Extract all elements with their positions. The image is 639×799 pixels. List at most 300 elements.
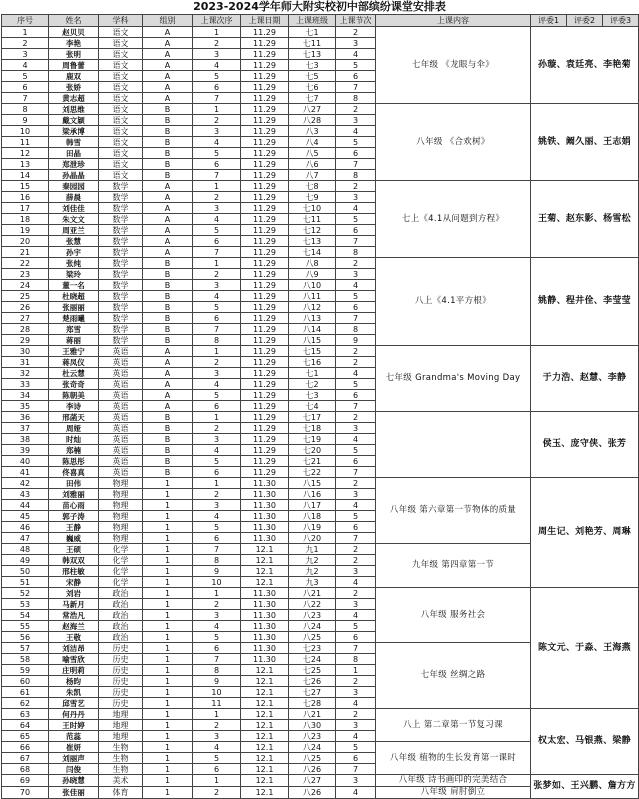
lesson-period-cell: 2 [336, 357, 376, 368]
class-name-cell: 七19 [289, 434, 336, 445]
class-name-cell: 九3 [289, 577, 336, 588]
class-name-cell: 七21 [289, 456, 336, 467]
teacher-name-cell: 蒋丽 [49, 335, 99, 346]
group-cell: 1 [143, 544, 193, 555]
group-cell: A [143, 214, 193, 225]
lesson-order-cell: 1 [193, 181, 241, 192]
class-name-cell: 八10 [289, 280, 336, 291]
teacher-name-cell: 张纯 [49, 258, 99, 269]
subject-cell: 化学 [99, 577, 143, 588]
teacher-name-cell: 李诗 [49, 401, 99, 412]
class-name-cell: 八26 [289, 764, 336, 775]
lesson-period-cell: 4 [336, 434, 376, 445]
row-number-cell: 13 [2, 159, 49, 170]
lesson-date-cell: 12.1 [241, 698, 289, 709]
group-cell: B [143, 137, 193, 148]
group-cell: 1 [143, 687, 193, 698]
lesson-date-cell: 11.29 [241, 181, 289, 192]
group-cell: B [143, 148, 193, 159]
row-number-cell: 65 [2, 731, 49, 742]
lesson-order-cell: 10 [193, 577, 241, 588]
subject-cell: 化学 [99, 566, 143, 577]
lesson-content-cell: 七年级 Grandma's Moving Day [376, 346, 531, 412]
class-name-cell: 八22 [289, 599, 336, 610]
table-row [2, 709, 639, 720]
lesson-order-cell: 4 [193, 742, 241, 753]
lesson-date-cell: 11.29 [241, 126, 289, 137]
lesson-order-cell: 1 [193, 258, 241, 269]
lesson-order-cell: 1 [193, 478, 241, 489]
class-name-cell: 八21 [289, 588, 336, 599]
subject-cell: 数学 [99, 225, 143, 236]
subject-cell: 物理 [99, 511, 143, 522]
lesson-order-cell: 2 [193, 599, 241, 610]
teacher-name-cell: 刘思维 [49, 104, 99, 115]
class-name-cell: 七15 [289, 346, 336, 357]
group-cell: B [143, 467, 193, 478]
lesson-content-cell: 七上《4.1从问题到方程》 [376, 181, 531, 258]
group-cell: B [143, 434, 193, 445]
lesson-period-cell: 3 [336, 192, 376, 203]
subject-cell: 历史 [99, 687, 143, 698]
lesson-period-cell: 3 [336, 38, 376, 49]
subject-cell: 数学 [99, 192, 143, 203]
row-number-cell: 48 [2, 544, 49, 555]
lesson-date-cell: 11.29 [241, 258, 289, 269]
lesson-date-cell: 11.30 [241, 621, 289, 632]
lesson-period-cell: 8 [336, 654, 376, 665]
group-cell: A [143, 368, 193, 379]
group-cell: 1 [143, 676, 193, 687]
class-name-cell: 七3 [289, 60, 336, 71]
group-cell: 1 [143, 753, 193, 764]
group-cell: B [143, 280, 193, 291]
lesson-order-cell: 4 [193, 214, 241, 225]
subject-cell: 政治 [99, 588, 143, 599]
teacher-name-cell: 张丽丽 [49, 302, 99, 313]
lesson-order-cell: 5 [193, 302, 241, 313]
class-name-cell: 八4 [289, 137, 336, 148]
lesson-period-cell: 7 [336, 467, 376, 478]
row-number-cell: 52 [2, 588, 49, 599]
row-number-cell: 40 [2, 456, 49, 467]
subject-cell: 化学 [99, 544, 143, 555]
row-number-cell: 59 [2, 665, 49, 676]
group-cell: 1 [143, 511, 193, 522]
subject-cell: 物理 [99, 500, 143, 511]
lesson-order-cell: 5 [193, 753, 241, 764]
teacher-name-cell: 常浩凡 [49, 610, 99, 621]
lesson-content-cell: 八年级 肩肘倒立 [376, 787, 531, 799]
teacher-name-cell: 楚雨曦 [49, 313, 99, 324]
row-number-cell: 1 [2, 27, 49, 38]
teacher-name-cell: 张明 [49, 49, 99, 60]
subject-cell: 英语 [99, 434, 143, 445]
group-cell: A [143, 390, 193, 401]
lesson-order-cell: 6 [193, 764, 241, 775]
subject-cell: 英语 [99, 390, 143, 401]
lesson-date-cell: 11.29 [241, 324, 289, 335]
group-cell: 1 [143, 787, 193, 799]
row-number-cell: 55 [2, 621, 49, 632]
subject-cell: 数学 [99, 258, 143, 269]
lesson-period-cell: 8 [336, 247, 376, 258]
lesson-period-cell: 9 [336, 335, 376, 346]
subject-cell: 数学 [99, 214, 143, 225]
lesson-period-cell: 3 [336, 687, 376, 698]
judges-cell: 张梦如、王兴鹏、詹方方 [531, 775, 639, 799]
lesson-date-cell: 11.29 [241, 390, 289, 401]
header-cell: 上课班级 [289, 15, 336, 27]
subject-cell: 数学 [99, 313, 143, 324]
lesson-period-cell: 2 [336, 676, 376, 687]
group-cell: A [143, 203, 193, 214]
lesson-period-cell: 8 [336, 324, 376, 335]
group-cell: 1 [143, 489, 193, 500]
lesson-period-cell: 4 [336, 731, 376, 742]
teacher-name-cell: 王静 [49, 522, 99, 533]
lesson-period-cell: 2 [336, 181, 376, 192]
row-number-cell: 6 [2, 82, 49, 93]
subject-cell: 语文 [99, 104, 143, 115]
group-cell: A [143, 181, 193, 192]
lesson-order-cell: 6 [193, 533, 241, 544]
row-number-cell: 39 [2, 445, 49, 456]
teacher-name-cell: 孙晓慧 [49, 775, 99, 787]
lesson-period-cell: 6 [336, 390, 376, 401]
row-number-cell: 9 [2, 115, 49, 126]
table-row [2, 412, 639, 423]
subject-cell: 生物 [99, 764, 143, 775]
table-row [2, 181, 639, 192]
row-number-cell: 57 [2, 643, 49, 654]
lesson-date-cell: 11.30 [241, 610, 289, 621]
lesson-period-cell: 5 [336, 291, 376, 302]
teacher-name-cell: 苗心雨 [49, 500, 99, 511]
lesson-period-cell: 6 [336, 456, 376, 467]
class-name-cell: 八24 [289, 621, 336, 632]
class-name-cell: 七16 [289, 357, 336, 368]
header-cell: 上课内容 [376, 15, 531, 27]
lesson-period-cell: 6 [336, 302, 376, 313]
group-cell: 1 [143, 643, 193, 654]
group-cell: 1 [143, 720, 193, 731]
group-cell: A [143, 225, 193, 236]
lesson-date-cell: 11.29 [241, 456, 289, 467]
class-name-cell: 七13 [289, 49, 336, 60]
header-cell: 上课日期 [241, 15, 289, 27]
class-name-cell: 八13 [289, 313, 336, 324]
lesson-date-cell: 12.1 [241, 687, 289, 698]
teacher-name-cell: 薛晨 [49, 192, 99, 203]
lesson-date-cell: 11.29 [241, 82, 289, 93]
class-name-cell: 八23 [289, 610, 336, 621]
lesson-order-cell: 3 [193, 126, 241, 137]
class-name-cell: 八7 [289, 170, 336, 181]
lesson-date-cell: 11.29 [241, 379, 289, 390]
lesson-content-cell: 八年级 植物的生长发育第一课时 [376, 742, 531, 775]
teacher-name-cell: 朱凯 [49, 687, 99, 698]
header-cell: 序号 [2, 15, 49, 27]
row-number-cell: 67 [2, 753, 49, 764]
group-cell: 1 [143, 522, 193, 533]
lesson-order-cell: 5 [193, 148, 241, 159]
lesson-period-cell: 7 [336, 236, 376, 247]
lesson-date-cell: 11.29 [241, 225, 289, 236]
row-number-cell: 62 [2, 698, 49, 709]
teacher-name-cell: 陈思彤 [49, 456, 99, 467]
row-number-cell: 56 [2, 632, 49, 643]
class-name-cell: 八14 [289, 324, 336, 335]
row-number-cell: 53 [2, 599, 49, 610]
class-name-cell: 七11 [289, 214, 336, 225]
teacher-name-cell: 田晶 [49, 148, 99, 159]
row-number-cell: 18 [2, 214, 49, 225]
teacher-name-cell: 郭子涛 [49, 511, 99, 522]
lesson-order-cell: 5 [193, 390, 241, 401]
row-number-cell: 22 [2, 258, 49, 269]
lesson-period-cell: 3 [336, 599, 376, 610]
schedule-table [1, 14, 639, 799]
group-cell: A [143, 236, 193, 247]
subject-cell: 数学 [99, 269, 143, 280]
subject-cell: 英语 [99, 379, 143, 390]
lesson-period-cell: 3 [336, 423, 376, 434]
lesson-order-cell: 8 [193, 335, 241, 346]
lesson-period-cell: 8 [336, 93, 376, 104]
lesson-date-cell: 12.1 [241, 764, 289, 775]
group-cell: 1 [143, 709, 193, 720]
lesson-period-cell: 4 [336, 368, 376, 379]
class-name-cell: 九2 [289, 555, 336, 566]
lesson-period-cell: 3 [336, 115, 376, 126]
class-name-cell: 八27 [289, 775, 336, 787]
row-number-cell: 54 [2, 610, 49, 621]
lesson-date-cell: 11.30 [241, 522, 289, 533]
subject-cell: 体育 [99, 787, 143, 799]
teacher-name-cell: 韩雪 [49, 137, 99, 148]
teacher-name-cell: 田伟 [49, 478, 99, 489]
judges-cell: 姚铁、阚久丽、王志娟 [531, 104, 639, 181]
row-number-cell: 12 [2, 148, 49, 159]
lesson-period-cell: 5 [336, 60, 376, 71]
lesson-order-cell: 5 [193, 71, 241, 82]
header-cell: 评委3 [603, 15, 639, 27]
row-number-cell: 32 [2, 368, 49, 379]
lesson-order-cell: 7 [193, 654, 241, 665]
row-number-cell: 45 [2, 511, 49, 522]
lesson-date-cell: 12.1 [241, 665, 289, 676]
judges-cell: 侯玉、庞守侠、张芳 [531, 412, 639, 478]
lesson-date-cell: 11.29 [241, 247, 289, 258]
lesson-period-cell: 2 [336, 555, 376, 566]
lesson-period-cell: 4 [336, 577, 376, 588]
row-number-cell: 36 [2, 412, 49, 423]
teacher-name-cell: 鹿双 [49, 71, 99, 82]
row-number-cell: 23 [2, 269, 49, 280]
lesson-order-cell: 3 [193, 610, 241, 621]
group-cell: B [143, 335, 193, 346]
group-cell: 1 [143, 500, 193, 511]
lesson-date-cell: 11.29 [241, 49, 289, 60]
group-cell: B [143, 445, 193, 456]
subject-cell: 英语 [99, 412, 143, 423]
lesson-date-cell: 11.29 [241, 170, 289, 181]
teacher-name-cell: 郑楠 [49, 445, 99, 456]
class-name-cell: 八24 [289, 742, 336, 753]
class-name-cell: 七14 [289, 247, 336, 258]
subject-cell: 历史 [99, 698, 143, 709]
group-cell: 1 [143, 478, 193, 489]
lesson-date-cell: 11.29 [241, 71, 289, 82]
row-number-cell: 35 [2, 401, 49, 412]
subject-cell: 语文 [99, 27, 143, 38]
group-cell: B [143, 258, 193, 269]
group-cell: A [143, 60, 193, 71]
subject-cell: 生物 [99, 753, 143, 764]
group-cell: B [143, 269, 193, 280]
teacher-name-cell: 黄志超 [49, 93, 99, 104]
subject-cell: 英语 [99, 401, 143, 412]
lesson-date-cell: 11.29 [241, 313, 289, 324]
lesson-order-cell: 2 [193, 489, 241, 500]
subject-cell: 英语 [99, 445, 143, 456]
judges-cell: 孙璇、袁廷亮、李艳菊 [531, 27, 639, 104]
lesson-date-cell: 11.29 [241, 38, 289, 49]
table-row [2, 588, 639, 599]
lesson-order-cell: 2 [193, 423, 241, 434]
group-cell: 1 [143, 764, 193, 775]
subject-cell: 物理 [99, 522, 143, 533]
class-name-cell: 九1 [289, 544, 336, 555]
lesson-period-cell: 7 [336, 643, 376, 654]
lesson-order-cell: 3 [193, 434, 241, 445]
lesson-date-cell: 11.29 [241, 335, 289, 346]
lesson-date-cell: 11.29 [241, 214, 289, 225]
lesson-order-cell: 10 [193, 687, 241, 698]
group-cell: 1 [143, 555, 193, 566]
lesson-date-cell: 12.1 [241, 753, 289, 764]
class-name-cell: 七11 [289, 38, 336, 49]
lesson-order-cell: 1 [193, 412, 241, 423]
lesson-period-cell: 4 [336, 500, 376, 511]
lesson-period-cell: 5 [336, 621, 376, 632]
class-name-cell: 八27 [289, 104, 336, 115]
lesson-order-cell: 7 [193, 544, 241, 555]
lesson-content-cell [376, 412, 531, 478]
lesson-period-cell: 7 [336, 313, 376, 324]
lesson-period-cell: 3 [336, 775, 376, 787]
subject-cell: 语文 [99, 71, 143, 82]
class-name-cell: 八28 [289, 115, 336, 126]
subject-cell: 数学 [99, 335, 143, 346]
class-name-cell: 八8 [289, 258, 336, 269]
lesson-date-cell: 11.29 [241, 137, 289, 148]
subject-cell: 历史 [99, 643, 143, 654]
subject-cell: 语文 [99, 93, 143, 104]
lesson-order-cell: 6 [193, 467, 241, 478]
class-name-cell: 八18 [289, 511, 336, 522]
class-name-cell: 八26 [289, 787, 336, 799]
class-name-cell: 七28 [289, 698, 336, 709]
lesson-order-cell: 4 [193, 379, 241, 390]
subject-cell: 语文 [99, 170, 143, 181]
lesson-content-cell: 七年级 《龙眼与伞》 [376, 27, 531, 104]
teacher-name-cell: 杨昀 [49, 676, 99, 687]
lesson-order-cell: 7 [193, 324, 241, 335]
group-cell: 1 [143, 588, 193, 599]
group-cell: A [143, 38, 193, 49]
table-row [2, 346, 639, 357]
subject-cell: 数学 [99, 203, 143, 214]
class-name-cell: 八30 [289, 720, 336, 731]
row-number-cell: 29 [2, 335, 49, 346]
subject-cell: 语文 [99, 82, 143, 93]
class-name-cell: 七20 [289, 445, 336, 456]
lesson-period-cell: 2 [336, 478, 376, 489]
lesson-order-cell: 7 [193, 170, 241, 181]
class-name-cell: 七8 [289, 181, 336, 192]
lesson-date-cell: 11.30 [241, 599, 289, 610]
subject-cell: 生物 [99, 742, 143, 753]
lesson-order-cell: 1 [193, 346, 241, 357]
teacher-name-cell: 刘雅丽 [49, 489, 99, 500]
teacher-name-cell: 李艳 [49, 38, 99, 49]
class-name-cell: 七12 [289, 225, 336, 236]
row-number-cell: 50 [2, 566, 49, 577]
lesson-order-cell: 2 [193, 787, 241, 799]
row-number-cell: 42 [2, 478, 49, 489]
lesson-period-cell: 3 [336, 489, 376, 500]
group-cell: 1 [143, 621, 193, 632]
teacher-name-cell: 赵贝贝 [49, 27, 99, 38]
group-cell: B [143, 302, 193, 313]
lesson-order-cell: 1 [193, 775, 241, 787]
row-number-cell: 14 [2, 170, 49, 181]
lesson-period-cell: 5 [336, 379, 376, 390]
lesson-order-cell: 8 [193, 555, 241, 566]
lesson-order-cell: 9 [193, 566, 241, 577]
header-cell: 组别 [143, 15, 193, 27]
header-cell: 学科 [99, 15, 143, 27]
teacher-name-cell: 郑雪 [49, 324, 99, 335]
group-cell: A [143, 247, 193, 258]
teacher-name-cell: 王敬 [49, 632, 99, 643]
lesson-order-cell: 8 [193, 665, 241, 676]
row-number-cell: 44 [2, 500, 49, 511]
teacher-name-cell: 刘丽声 [49, 753, 99, 764]
subject-cell: 政治 [99, 632, 143, 643]
subject-cell: 语文 [99, 159, 143, 170]
lesson-period-cell: 3 [336, 566, 376, 577]
subject-cell: 历史 [99, 654, 143, 665]
lesson-date-cell: 12.1 [241, 676, 289, 687]
teacher-name-cell: 佟喜真 [49, 467, 99, 478]
lesson-order-cell: 9 [193, 676, 241, 687]
teacher-name-cell: 王时婷 [49, 720, 99, 731]
class-name-cell: 八19 [289, 522, 336, 533]
row-number-cell: 68 [2, 764, 49, 775]
group-cell: A [143, 401, 193, 412]
group-cell: B [143, 159, 193, 170]
class-name-cell: 七27 [289, 687, 336, 698]
group-cell: A [143, 346, 193, 357]
lesson-period-cell: 5 [336, 742, 376, 753]
row-number-cell: 70 [2, 787, 49, 799]
class-name-cell: 七24 [289, 654, 336, 665]
lesson-order-cell: 2 [193, 357, 241, 368]
group-cell: B [143, 313, 193, 324]
